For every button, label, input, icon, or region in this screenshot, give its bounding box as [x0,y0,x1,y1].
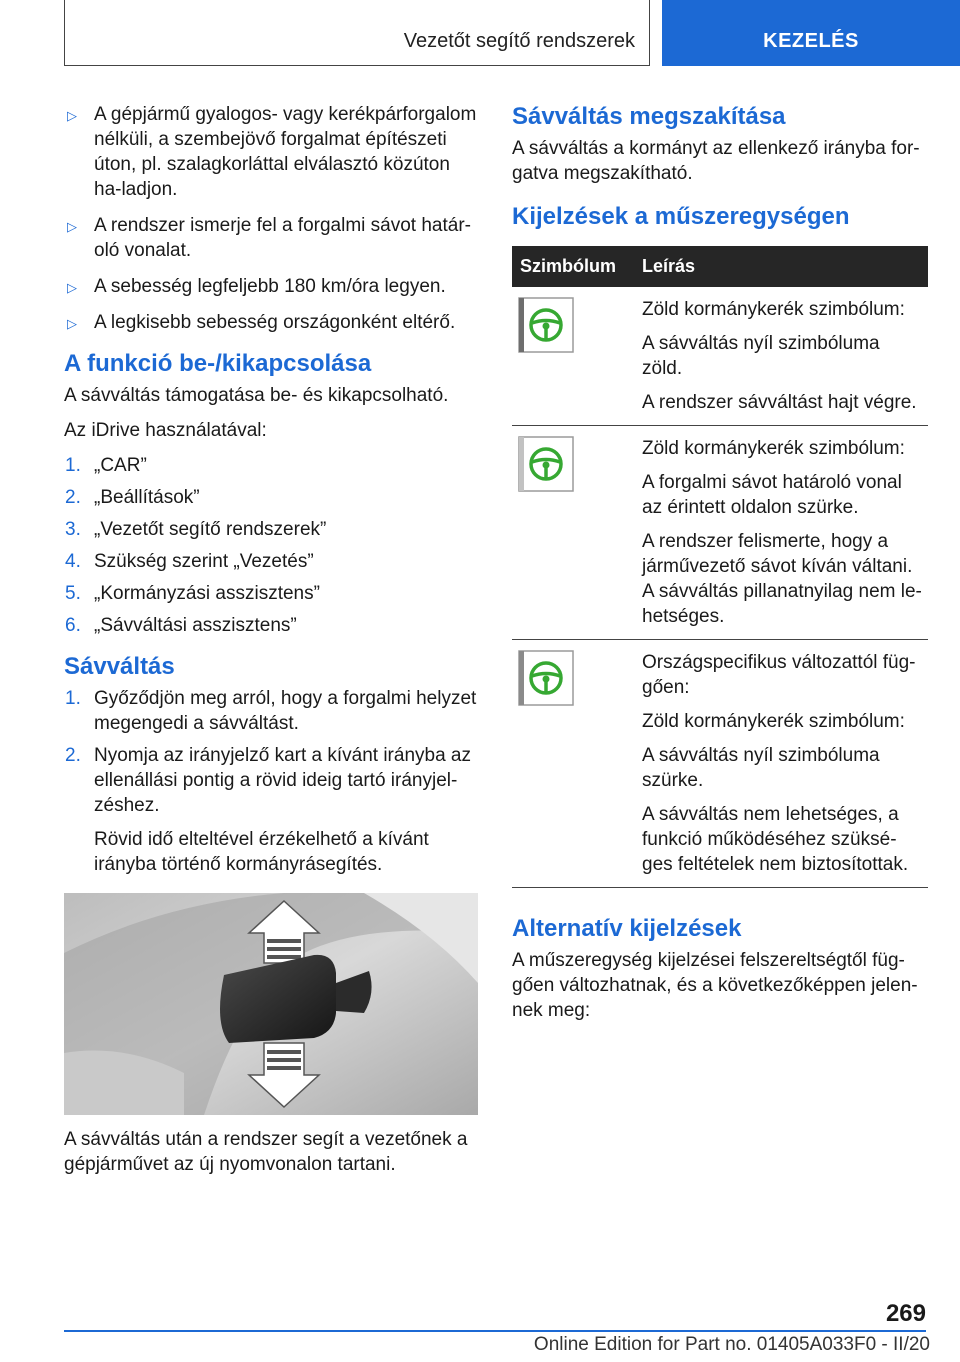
list-item: 2. „Beállítások” [65,487,200,508]
list-item: 4. Szükség szerint „Vezetés” [65,551,314,572]
list-item: ▷ A sebesség legfeljebb 180 km/óra legyen. [64,274,478,299]
turn-signal-lever-photo [64,893,478,1115]
left-column [64,102,478,1187]
paragraph: Zöld kormánykerék szimbólum: [642,299,905,320]
table-header-row [512,246,928,287]
paragraph: Zöld kormánykerék szimbólum: [642,711,905,732]
paragraph: Az iDrive használatával: [64,420,267,441]
list-item: 1. „CAR” [65,455,147,476]
idrive-steps [64,453,478,638]
paragraph: A forgalmi sávot határoló vonal az érintett oldalon szürke. [642,472,902,518]
bullet-triangle-icon: ▷ [67,316,77,331]
chapter-tab[interactable] [662,0,960,66]
symbol-table [512,246,928,888]
paragraph: A sávváltás nyíl szimbóluma szürke. [642,745,880,791]
image-caption: A sávváltás után a rendszer segít a vezetőnek a gépjárművet az új nyomvonalon tartani. [64,1129,468,1175]
heading-cluster-displays: Kijelzések a műszeregységen [512,203,850,230]
heading-lane-change: Sávváltás [64,653,175,680]
paragraph: Országspecifikus változattól füg-gően: [642,652,916,698]
bullet-triangle-icon: ▷ [67,219,77,234]
list-item: ▷ A legkisebb sebesség országonként eltérő. [64,310,478,335]
heading-alternative-displays: Alternatív kijelzések [512,915,742,942]
right-column [512,102,928,1033]
heading-function-toggle: A funkció be-/kikapcsolása [64,350,372,377]
chapter-tab-label: KEZELÉS [763,30,859,52]
lane-change-steps [64,686,478,877]
edition-footer[interactable]: Online Edition for Part no. 01405A033F0 - II/20 [533,1334,930,1355]
list-item: 2. Nyomja az irányjelző kart a kívánt irányba az ellenállási pontig a rövid ideig tartó irányjel-zéshez. Rövid idő elteltével érzékelhető a kívánt irányba történő kormányrásegítés. [64,743,478,877]
header-frame [64,0,650,66]
section-title: Vezetőt segítő rendszerek [403,30,635,52]
green-steering-wheel-icon [518,650,574,706]
paragraph: A sávváltás nem lehetséges, a funkció működéséhez szüksé-ges feltételek nem biztosítottak. [642,804,909,875]
paragraph: Zöld kormánykerék szimbólum: [642,438,905,459]
paragraph: Rövid idő elteltével érzékelhető a kívánt irányba történő kormányrásegítés. [94,829,429,875]
list-item: 3. „Vezetőt segítő rendszerek” [65,519,327,540]
list-item: 1. Győződjön meg arról, hogy a forgalmi helyzet megengedi a sávváltást. [65,688,477,734]
requirements-list [64,102,478,335]
paragraph: A sávváltás a kormányt az ellenkező irányba for-gatva megszakítható. [512,138,920,184]
paragraph: A sávváltás támogatása be- és kikapcsolható. [64,385,449,406]
page-number: 269 [885,1300,926,1327]
bullet-triangle-icon: ▷ [67,108,77,123]
table-row [512,426,928,640]
column-header: Szimbólum [512,246,634,287]
list-item: 5. „Kormányzási asszisztens” [65,583,320,604]
paragraph: A sávváltás nyíl szimbóluma zöld. [642,333,880,379]
list-item: ▷ A gépjármű gyalogos- vagy kerékpárforgalom nélküli, a szembejövő forgalmat építészeti úton, pl. szalagkorláttal elválasztó közúton ha-ladjon. [67,104,477,200]
paragraph: A rendszer felismerte, hogy a járművezető sávot kíván váltani. A sávváltás pillanatnyilag nem le-hetséges. [642,531,922,627]
bullet-triangle-icon: ▷ [67,280,77,295]
paragraph: A műszeregység kijelzései felszereltségtől füg-gően változhatnak, és a következőképpen jelen-nek meg: [512,950,918,1021]
heading-abort-lane-change: Sávváltás megszakítása [512,103,786,130]
footer-divider [64,1330,926,1332]
paragraph: A rendszer sávváltást hajt végre. [642,392,917,413]
green-steering-wheel-icon [518,297,574,353]
list-item: ▷ A rendszer ismerje fel a forgalmi sávot határ-oló vonalat. [67,215,471,261]
table-row [512,640,928,888]
list-item: 6. „Sávváltási asszisztens” [65,615,297,636]
column-header: Leírás [634,246,928,287]
green-steering-wheel-icon [518,436,574,492]
table-row [512,287,928,426]
